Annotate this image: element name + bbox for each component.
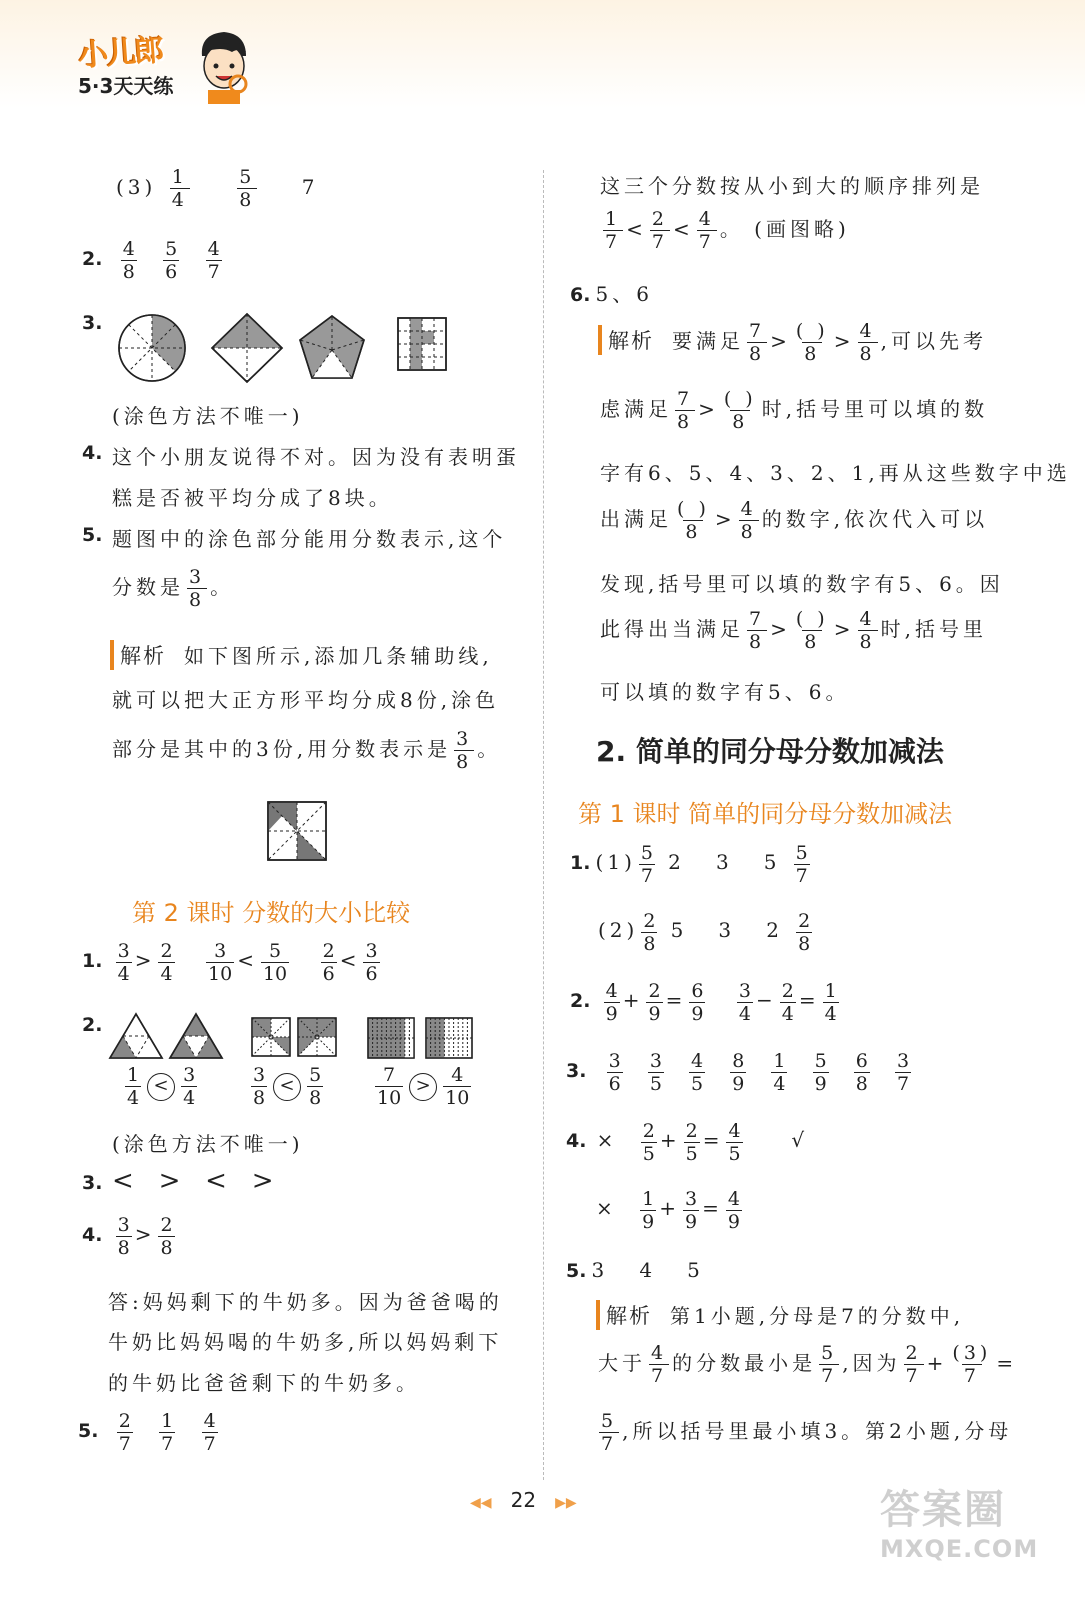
question-number: 5. [82,524,103,546]
q2-answer-line [82,238,225,283]
l2-q2-compare-3: $\frac{7}{10}$ > $\frac{4}{10}$ [377,1064,470,1109]
q5-line-1: 题图中的涂色部分能用分数表示,这个 [112,527,507,551]
column-divider [543,170,544,1480]
l2-q4-answer-line-3: 的牛奶比爸爸剩下的牛奶多。 [108,1371,420,1395]
l2-q2-note: (涂色方法不唯一) [112,1132,304,1156]
question-number: 3. [566,1060,587,1082]
check-icon: √ [791,1128,809,1152]
shaded-triangle-a [110,1014,162,1058]
jiexi-label: 解析 [596,1300,652,1330]
shaded-bars-a [368,1018,414,1058]
question-number: 3. [82,1172,103,1194]
q3-note: (涂色方法不唯一) [112,404,304,428]
section-title: 2. 简单的同分母分数加减法 [596,735,944,768]
question-number: 5. [566,1260,587,1282]
prev-arrows-icon: ◀◀ [470,1495,492,1511]
question-number: 3. [82,312,103,334]
r-top-line-1: 这三个分数按从小到大的顺序排列是 [600,174,984,198]
mascot-icon [194,26,254,106]
q5-line-2: 分数是 $\frac{3}{8}$ 。 [112,566,235,611]
r-q6-exp-5: 发现,括号里可以填的数字有5、6。因 [600,572,1004,596]
l2-q3-answer: < > < > [112,1166,274,1196]
question-number: 2. [570,990,591,1012]
question-number: 4. [82,442,103,464]
l2-q2-compare-2: $\frac{3}{8}$ < $\frac{5}{8}$ [253,1064,322,1109]
r-q6-exp-2: 虑满足 $\frac{7}{8}$ > $\frac{( )}{8}$ 时,括号里可以填的数 [600,388,989,433]
s-q1-row-2: (2) $\frac{2}{8}$ 5 3 2 $\frac{2}{8}$ [598,910,811,955]
jiexi-label: 解析 [598,325,654,355]
l2-q4-line: 4. $\frac{3}{8}$ > $\frac{2}{8}$ [82,1214,173,1259]
brand-logo [78,28,173,99]
shaded-circle [119,315,185,381]
s-q1-row-1: 1. (1) $\frac{5}{7}$ 2 3 5 $\frac{5}{7}$ [570,842,808,887]
fraction: $\frac{1}{4}$ [171,166,188,211]
shaded-triangle-b [170,1014,222,1058]
question-number: 6. [570,284,591,306]
shaded-square-a [252,1018,290,1056]
shaded-bars-b [426,1018,472,1058]
lesson-2-title: 第 2 课时 分数的大小比较 [132,899,411,927]
r-q6-exp-7: 可以填的数字有5、6。 [600,680,850,704]
fraction: $\frac{5}{8}$ [239,166,256,211]
r-q6-line: 6. 5、6 [570,282,653,306]
l2-q4-answer-line-1: 答:妈妈剩下的牛奶多。因为爸爸喝的 [108,1290,503,1314]
watermark: 答案圈 MXQE.COM [880,1487,1039,1563]
r-top-line-2: $\frac{1}{7}$ < $\frac{2}{7}$ < $\frac{4}{7}$ 。 (画图略) [605,208,850,253]
s-q4-row-2: × $\frac{1}{9}$ + $\frac{3}{9}$ = $\frac{4}{9}$ [596,1188,740,1233]
s-q3-line: 3. $\frac{3}{6}$ $\frac{3}{5}$ $\frac{4}{5}$ $\frac{8}{9}$ $\frac{1}{4}$ $\frac{5}{9}$ $\frac{6}{8}$ $\frac{3}{7}$ [566,1050,910,1095]
r-q6-exp-4: 出满足 $\frac{( )}{8}$ > $\frac{4}{8}$ 的数字,依次代入可以 [600,498,989,543]
brand-name: 小儿郎 [77,33,164,74]
r-q6-exp-1: 解析 要满足 $\frac{7}{8}$ > $\frac{( )}{8}$ > $\frac{4}{8}$ ,可以先考 [598,320,987,365]
q5-explanation-line-3: 部分是其中的3份,用分数表示是 $\frac{3}{8}$ 。 [112,728,502,773]
compare-circle: < [147,1073,175,1101]
l2-q4-answer-line-2: 牛奶比妈妈喝的牛奶多,所以妈妈剩下 [108,1330,503,1354]
question-number: 1. [82,950,103,972]
jiexi-label: 解析 [110,640,166,670]
shaded-diamond [212,314,282,382]
q5-explanation-figure [266,800,330,864]
question-number: 4. [82,1224,103,1246]
shaded-pentagon [300,316,364,378]
question-number: 5. [78,1420,99,1442]
brand-subtitle: 5·3天天练 [78,74,174,98]
l2-q2-shaded-shapes [108,1010,488,1062]
question-number: 2. [82,1014,103,1036]
l2-q1-line: 1. $\frac{3}{4}$ > $\frac{2}{4}$ $\frac{3}{10}$ < $\frac{5}{10}$ $\frac{2}{6}$ < $\frac{3}{6}$ [82,940,378,985]
s-q5-exp-3: $\frac{5}{7}$ ,所以括号里最小填3。第2小题,分母 [601,1410,1013,1455]
fraction: $\frac{5}{6}$ [165,238,178,283]
q5-explanation-line-1: 解析 如下图所示,添加几条辅助线, [110,640,493,670]
r-q6-exp-6: 此得出当满足 $\frac{7}{8}$ > $\frac{( )}{8}$ > $\frac{4}{8}$ 时,括号里 [600,608,987,653]
q3-shaded-shapes [112,310,482,390]
s-q5-exp-1: 解析 第1小题,分母是7的分数中, [596,1300,964,1330]
q4-line-1: 这个小朋友说得不对。因为没有表明蛋 [112,445,520,469]
q3-prefix: (3) [116,175,157,199]
fraction: $\frac{3}{8}$ [456,728,473,773]
s-q4-row-1: 4. × $\frac{2}{5}$ + $\frac{2}{5}$ = $\frac{4}{5}$ √ [566,1120,809,1165]
question-number: 1. [570,852,591,874]
fraction: $\frac{4}{7}$ [207,238,220,283]
shaded-square-b [298,1018,336,1056]
fraction: $\frac{3}{8}$ [189,566,206,611]
s-q2-line: 2. $\frac{4}{9}$ + $\frac{2}{9}$ = $\frac{6}{9}$ $\frac{3}{4}$ − $\frac{2}{4}$ = $\frac{1}{4}$ [570,980,837,1025]
fraction: $\frac{4}{8}$ [122,238,135,283]
shaded-grid-square [398,318,446,370]
next-arrows-icon: ▶▶ [555,1495,577,1511]
question-number: 4. [566,1130,587,1152]
question-number: 2. [82,248,103,270]
compare-circle: < [273,1073,301,1101]
s-q5-exp-2: 大于 $\frac{4}{7}$ 的分数最小是 $\frac{5}{7}$ ,因为 $\frac{2}{7}$ + $\frac{(3)}{7}$ = [598,1342,1018,1387]
q5-explanation-line-2: 就可以把大正方形平均分成8份,涂色 [112,688,500,712]
l2-q5-line: 5. $\frac{2}{7}$ $\frac{1}{7}$ $\frac{4}{7}$ [78,1410,216,1455]
l2-q2-compare-1: $\frac{1}{4}$ < $\frac{3}{4}$ [127,1064,196,1109]
compare-circle: > [409,1073,437,1101]
q3-answer-line [116,166,319,211]
page-footer [470,1488,577,1512]
q4-line-2: 糕是否被平均分成了8块。 [112,486,393,510]
lesson-1-title: 第 1 课时 简单的同分母分数加减法 [578,800,953,828]
r-q6-exp-3: 字有6、5、4、3、2、1,再从这些数字中选 [600,461,1071,485]
page-number: 22 [510,1488,537,1512]
s-q5-line: 5. 3 4 5 [566,1258,704,1282]
q3-tail: 7 [301,175,319,199]
